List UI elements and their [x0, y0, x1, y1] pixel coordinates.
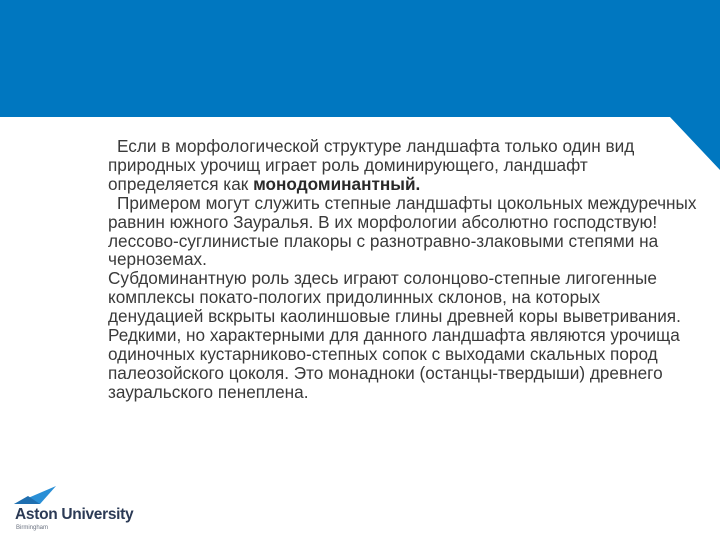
logo-city: Birmingham: [16, 525, 49, 531]
aston-university-logo: [14, 484, 134, 534]
slide-body: [108, 137, 698, 402]
header-band: [0, 0, 720, 120]
paragraph-2: [108, 194, 698, 270]
aston-triangle-icon: [14, 484, 58, 506]
paragraph-2-text: Примером могут служить степные ландшафты цокольных междуречных равнин южного Зауралья. В их морфологии абсолютно господствую! лессово-суглинистые плакоры с разнотравно-злаковыми степями на черноземах.: [108, 192, 697, 270]
monodominant-term: монодоминантный.: [253, 173, 421, 194]
paragraph-1: [108, 137, 698, 194]
paragraph-3: [108, 269, 698, 401]
paragraph-3-text: Субдоминантную роль здесь играют солонцово-степные лигогенные комплексы покато-пологих придолинных склонов, на которых денудацией вскрыты каолиншовые глины древней коры выветривания. Редкими, но характерными для данного ландшафта являются урочища одиночных кустарниково-степных сопок с выходами скальных пород палеозойского цоколя. Это монадноки (останцы-твердыши) древнего зауральского пенеплена.: [108, 268, 681, 402]
logo-name: Aston University: [15, 506, 134, 523]
paragraph-1-text: Если в морфологической структуре ландшафта только один вид природных урочищ играет роль доминирующего, ландшафт определяется как: [108, 136, 635, 194]
